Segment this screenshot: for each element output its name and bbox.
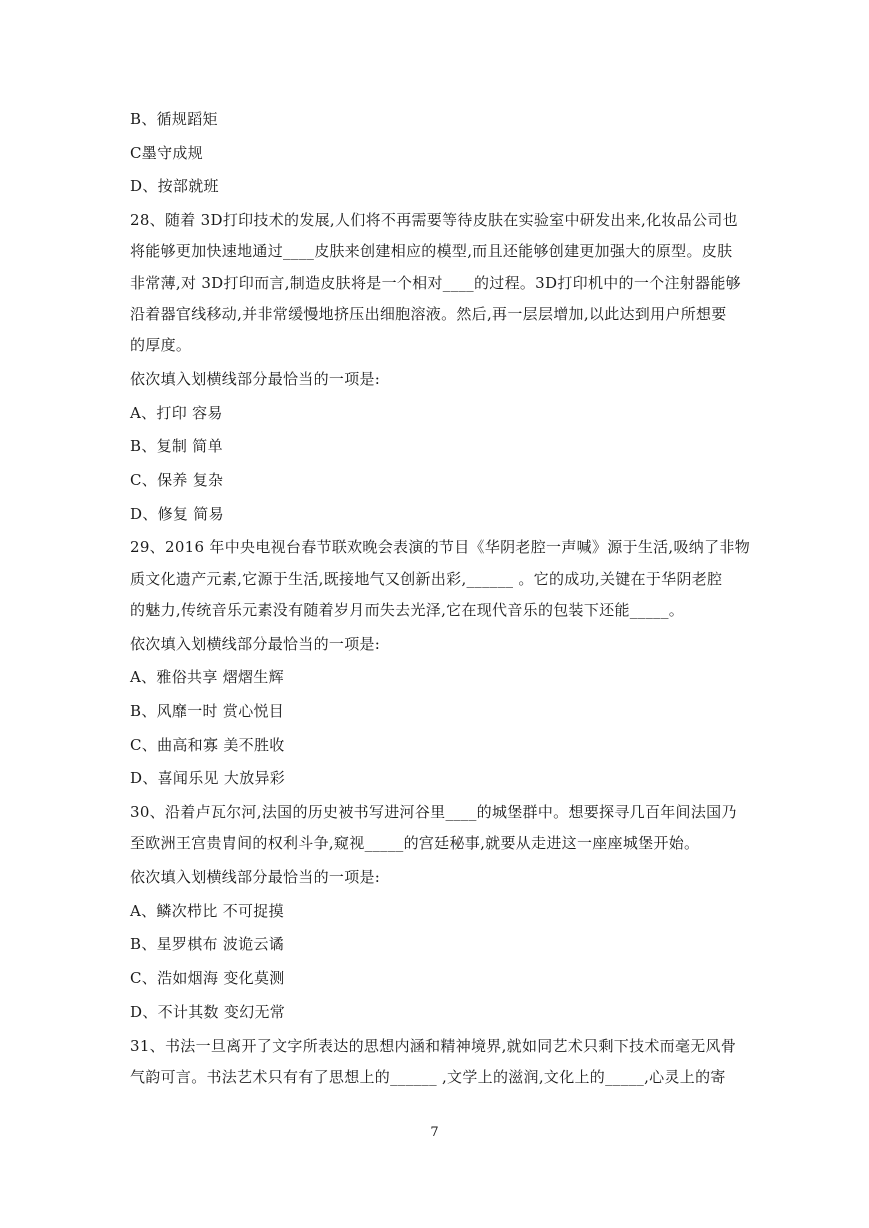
question-30-line-2: 至欧洲王宫贵胄间的权利斗争,窥视_____的宫廷秘事,就要从走进这一座座城堡开始。: [130, 834, 700, 853]
question-28-line-2: 将能够更加快速地通过____皮肤来创建相应的模型,而且还能够创建更加强大的原型。皮肤: [130, 242, 733, 261]
page-number: 7: [430, 1125, 439, 1140]
question-29-line-3: 的魅力,传统音乐元素没有随着岁月而失去光泽,它在现代音乐的包装下还能_____。: [130, 600, 685, 619]
question-30-prompt: 依次填入划横线部分最恰当的一项是:: [130, 868, 381, 887]
question-28-line-3: 非常薄,对 3D打印而言,制造皮肤将是一个相对____的过程。3D打印机中的一个注射器能够: [130, 273, 741, 292]
option-c-q28: C、保养 复杂: [130, 471, 224, 489]
option-c-q27: C墨守成规: [130, 143, 203, 162]
option-c-q29: C、曲高和寡 美不胜收: [130, 735, 285, 754]
option-d-q30: D、不计其数 变幻无常: [130, 1002, 286, 1021]
option-d-q28: D、修复 简易: [130, 504, 224, 523]
question-31-line-1: 31、书法一旦离开了文字所表达的思想内涵和精神境界,就如同艺术只剩下技术而毫无风骨: [130, 1036, 737, 1055]
option-d-q27: D、按部就班: [130, 177, 219, 196]
question-28-prompt: 依次填入划横线部分最恰当的一项是:: [130, 369, 381, 388]
option-c-q30: C、浩如烟海 变化莫测: [130, 969, 285, 988]
question-31-line-2: 气韵可言。书法艺术只有有了思想上的______ ,文学上的滋润,文化上的_____,心灵上的寄: [130, 1067, 726, 1086]
question-29-prompt: 依次填入划横线部分最恰当的一项是:: [130, 634, 381, 653]
question-28-line-5: 的厚度。: [130, 336, 192, 355]
question-29-line-1: 29、2016 年中央电视台春节联欢晚会表演的节目《华阴老腔一声喊》源于生活,吸纳了非物: [130, 538, 751, 557]
option-b-q27: B、循规蹈矩: [130, 110, 218, 128]
option-a-q29: A、雅俗共享 熠熠生辉: [130, 668, 284, 687]
document-body: [130, 108, 751, 1100]
option-b-q28: B、复制 简单: [130, 437, 223, 456]
option-a-q28: A、打印 容易: [130, 403, 223, 422]
option-b-q29: B、风靡一时 赏心悦目: [130, 702, 285, 721]
question-28-line-1: 28、随着 3D打印技术的发展,人们将不再需要等待皮肤在实验室中研发出来,化妆品公司也: [130, 211, 738, 230]
option-b-q30: B、星罗棋布 波诡云谲: [130, 935, 285, 954]
question-28-line-4: 沿着器官线移动,并非常缓慢地挤压出细胞溶液。然后,再一层层增加,以此达到用户所想要: [130, 304, 727, 323]
question-29-line-2: 质文化遗产元素,它源于生活,既接地气又创新出彩,______ 。它的成功,关键在于华阴老腔: [130, 569, 723, 588]
option-d-q29: D、喜闻乐见 大放异彩: [130, 769, 286, 788]
question-30-line-1: 30、沿着卢瓦尔河,法国的历史被书写进河谷里____的城堡群中。想要探寻几百年间法国乃: [130, 803, 737, 822]
option-a-q30: A、鳞次栉比 不可捉摸: [130, 901, 284, 920]
